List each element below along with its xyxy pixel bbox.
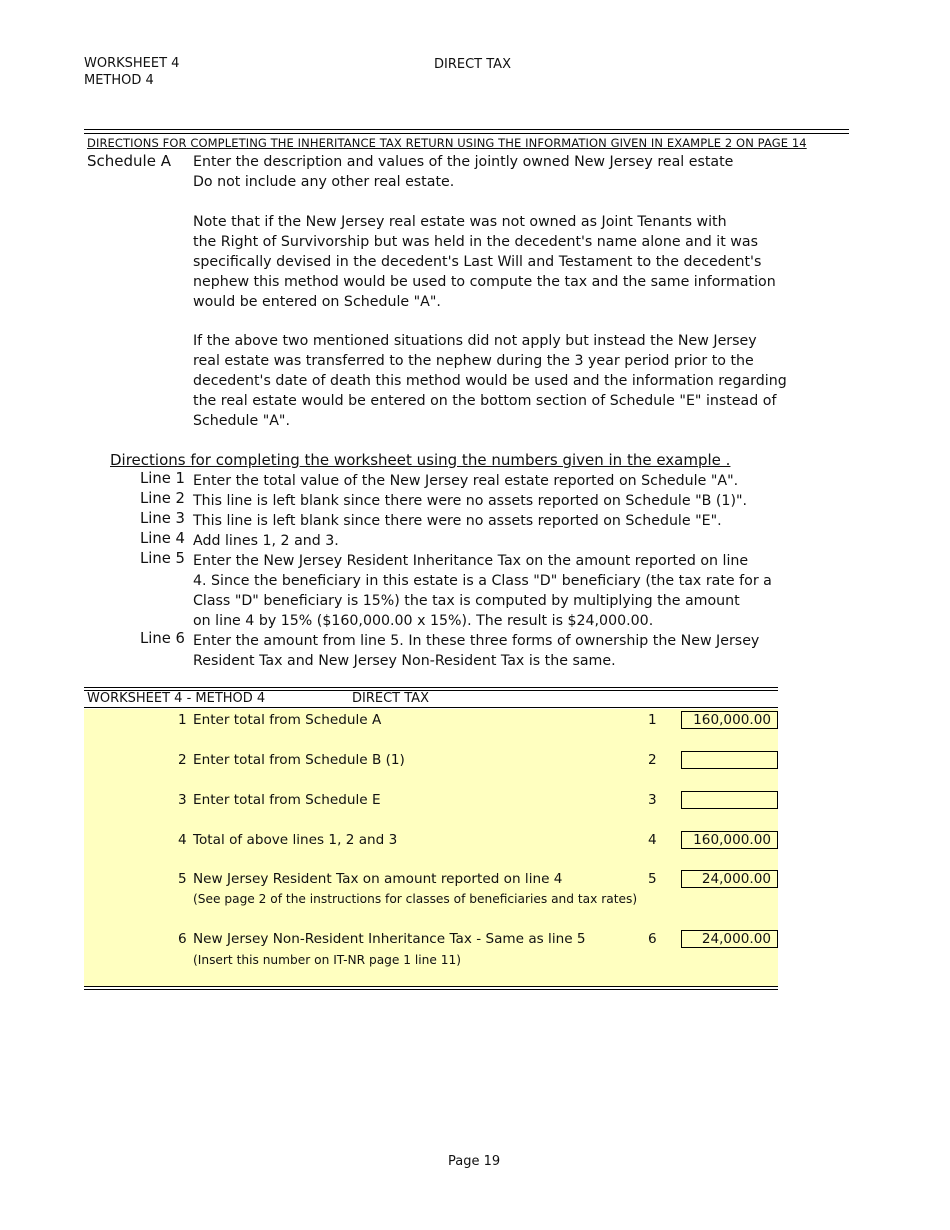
paragraph-line: specifically devised in the decedent's Last Will and Testament to the decedent's — [193, 254, 762, 270]
worksheet-bottom-rule-2 — [84, 989, 778, 990]
schedule-a-label: Schedule A — [87, 152, 171, 170]
worksheet-bottom-rule — [84, 986, 778, 987]
paragraph-line: Enter the description and values of the jointly owned New Jersey real estate — [193, 154, 734, 170]
row-3-label: Enter total from Schedule E — [193, 792, 381, 808]
page-number: Page 19 — [448, 1154, 501, 1169]
paragraph-line: Note that if the New Jersey real estate was not owned as Joint Tenants with — [193, 214, 727, 230]
line-4-text — [193, 531, 813, 551]
line-1-label: Line 1 — [140, 470, 185, 487]
worksheet-top-rule — [84, 687, 778, 688]
schedule-a-paragraph-3 — [193, 331, 813, 431]
page-header-title: DIRECT TAX — [434, 57, 511, 72]
schedule-a-paragraph-1 — [193, 152, 813, 192]
row-3-ref: 3 — [648, 792, 657, 808]
paragraph-line: This line is left blank since there were no assets reported on Schedule "E". — [193, 513, 722, 529]
paragraph-line: decedent's date of death this method would be used and the information regarding — [193, 373, 787, 389]
worksheet-number: WORKSHEET 4 — [84, 56, 180, 71]
line-5-label: Line 5 — [140, 550, 185, 567]
row-5-number: 5 — [178, 871, 187, 887]
top-rule-2 — [84, 133, 849, 134]
row-5-ref: 5 — [648, 871, 657, 887]
row-1-label: Enter total from Schedule A — [193, 712, 382, 728]
paragraph-line: nephew this method would be used to compute the tax and the same information — [193, 274, 776, 290]
top-rule — [84, 129, 849, 130]
row-2-number: 2 — [178, 752, 187, 768]
paragraph-line: Do not include any other real estate. — [193, 174, 455, 190]
worksheet-title-right: DIRECT TAX — [352, 691, 429, 706]
row-2-label: Enter total from Schedule B (1) — [193, 752, 405, 768]
row-2-ref: 2 — [648, 752, 657, 768]
line-5-amount-field[interactable]: 24,000.00 — [681, 870, 778, 888]
line-4-label: Line 4 — [140, 530, 185, 547]
paragraph-line: Add lines 1, 2 and 3. — [193, 533, 339, 549]
line-3-amount-field[interactable] — [681, 791, 778, 809]
paragraph-line: the Right of Survivorship but was held in the decedent's name alone and it was — [193, 234, 758, 250]
row-6-number: 6 — [178, 931, 187, 947]
paragraph-line: Resident Tax and New Jersey Non-Resident Tax is the same. — [193, 653, 616, 669]
paragraph-line: Enter the total value of the New Jersey real estate reported on Schedule "A". — [193, 473, 739, 489]
paragraph-line: 4. Since the beneficiary in this estate is a Class "D" beneficiary (the tax rate for a — [193, 573, 772, 589]
row-5-label: New Jersey Resident Tax on amount reported on line 4 — [193, 871, 563, 887]
row-3-number: 3 — [178, 792, 187, 808]
paragraph-line: on line 4 by 15% ($160,000.00 x 15%). The result is $24,000.00. — [193, 613, 654, 629]
line-2-text — [193, 491, 813, 511]
paragraph-line: would be entered on Schedule "A". — [193, 294, 441, 310]
paragraph-line: This line is left blank since there were no assets reported on Schedule "B (1)". — [193, 493, 748, 509]
paragraph-line: Enter the New Jersey Resident Inheritance Tax on the amount reported on line — [193, 553, 749, 569]
line-5-text — [193, 551, 813, 631]
line-1-amount-field[interactable]: 160,000.00 — [681, 711, 778, 729]
row-6-ref: 6 — [648, 931, 657, 947]
line-6-amount-field[interactable]: 24,000.00 — [681, 930, 778, 948]
line-2-amount-field[interactable] — [681, 751, 778, 769]
row-6-label: New Jersey Non-Resident Inheritance Tax - Same as line 5 — [193, 931, 586, 947]
method-number: METHOD 4 — [84, 73, 154, 88]
line-6-label: Line 6 — [140, 630, 185, 647]
line-6-text — [193, 631, 813, 671]
line-4-amount-field[interactable]: 160,000.00 — [681, 831, 778, 849]
worksheet-directions-title: Directions for completing the worksheet using the numbers given in the example . — [110, 451, 731, 469]
paragraph-line: If the above two mentioned situations did not apply but instead the New Jersey — [193, 333, 757, 349]
row-4-number: 4 — [178, 832, 187, 848]
paragraph-line: Class "D" beneficiary is 15%) the tax is computed by multiplying the amount — [193, 593, 740, 609]
line-3-text — [193, 511, 813, 531]
row-1-number: 1 — [178, 712, 187, 728]
directions-title: DIRECTIONS FOR COMPLETING THE INHERITANCE TAX RETURN USING THE INFORMATION GIVEN IN EXAMPLE 2 ON PAGE 14 — [87, 136, 807, 150]
line-1-text — [193, 471, 813, 491]
row-4-ref: 4 — [648, 832, 657, 848]
worksheet-title: WORKSHEET 4 - METHOD 4 — [87, 691, 266, 706]
paragraph-line: Enter the amount from line 5. In these three forms of ownership the New Jersey — [193, 633, 760, 649]
row-6-note: (Insert this number on IT-NR page 1 line 11) — [193, 953, 462, 967]
line-3-label: Line 3 — [140, 510, 185, 527]
paragraph-line: the real estate would be entered on the bottom section of Schedule "E" instead of — [193, 393, 777, 409]
schedule-a-paragraph-2 — [193, 212, 813, 312]
row-4-label: Total of above lines 1, 2 and 3 — [193, 832, 398, 848]
line-2-label: Line 2 — [140, 490, 185, 507]
paragraph-line: Schedule "A". — [193, 413, 290, 429]
worksheet-header-rule — [84, 707, 778, 708]
paragraph-line: real estate was transferred to the nephew during the 3 year period prior to the — [193, 353, 754, 369]
row-1-ref: 1 — [648, 712, 657, 728]
row-5-note: (See page 2 of the instructions for classes of beneficiaries and tax rates) — [193, 892, 638, 906]
